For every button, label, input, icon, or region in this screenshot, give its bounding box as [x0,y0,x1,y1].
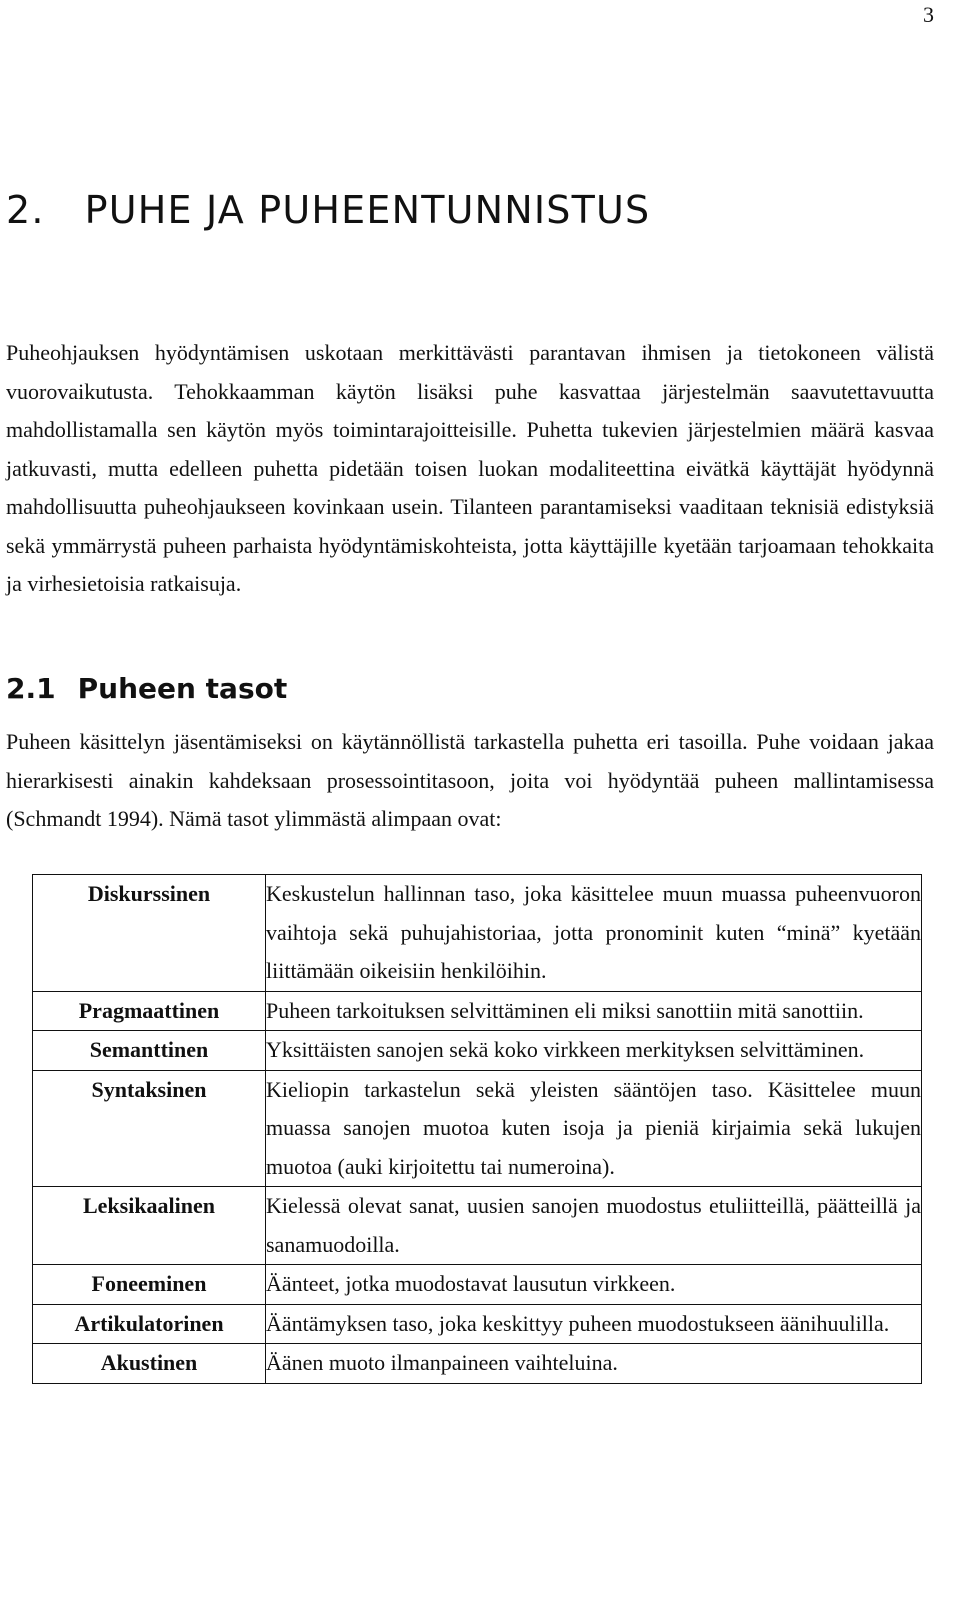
page-number: 3 [923,2,934,27]
level-description: Ääntämyksen taso, joka keskittyy puheen muodostukseen äänihuulilla. [266,1304,922,1344]
level-term: Pragmaattinen [33,991,266,1031]
speech-levels-table [32,874,922,1384]
level-description: Äänen muoto ilmanpaineen vaihteluina. [266,1344,922,1384]
level-term: Diskurssinen [33,875,266,992]
table-row [33,1031,922,1071]
section-paragraph: Puheen käsittelyn jäsentämiseksi on käytännöllistä tarkastella puhetta eri tasoilla. Puhe voidaan jakaa hierarkisesti ainakin kahdeksaan prosessointitasoon, joita voi hyödyntää puheen mallintamisessa (Schmandt 1994). Nämä tasot ylimmästä alimpaan ovat: [6,729,934,831]
level-description: Äänteet, jotka muodostavat lausutun virkkeen. [266,1265,922,1305]
chapter-title [6,188,650,232]
level-description: Keskustelun hallinnan taso, joka käsittelee muun muassa puheenvuoron vaihtoja sekä puhujahistoriaa, jotta pronominit kuten “minä” kyetään liittämään oikeisiin henkilöihin. [266,875,922,992]
section-title [6,672,287,705]
level-term: Syntaksinen [33,1070,266,1187]
chapter-number: 2. [6,188,45,232]
level-description: Yksittäisten sanojen sekä koko virkkeen merkityksen selvittäminen. [266,1031,922,1071]
level-description: Puheen tarkoituksen selvittäminen eli miksi sanottiin mitä sanottiin. [266,991,922,1031]
level-term: Leksikaalinen [33,1187,266,1265]
section-number: 2.1 [6,672,56,705]
table-row [33,1187,922,1265]
level-term: Akustinen [33,1344,266,1384]
table-row [33,875,922,992]
level-description: Kielessä olevat sanat, uusien sanojen muodostus etuliitteillä, päätteillä ja sanamuodoilla. [266,1187,922,1265]
table-row [33,1304,922,1344]
table-row [33,1265,922,1305]
level-term: Semanttinen [33,1031,266,1071]
section-title-text: Puheen tasot [77,672,288,705]
intro-paragraph: Puheohjauksen hyödyntämisen uskotaan merkittävästi parantavan ihmisen ja tietokoneen välistä vuorovaikutusta. Tehokkaamman käytön lisäksi puhe kasvattaa järjestelmän saavutettavuutta mahdollistamalla sen käytön myös toimintarajoitteisille. Puhetta tukevien järjestelmien määrä kasvaa jatkuvasti, mutta edelleen puhetta pidetään toisen luokan modaliteettina eivätkä käyttäjät hyödynnä mahdollisuutta puheohjaukseen kovinkaan usein. Tilanteen parantamiseksi vaaditaan teknisiä edistyksiä sekä ymmärrystä puheen parhaista hyödyntämiskohteista, jotta käyttäjille kyetään tarjoamaan tehokkaita ja virhesietoisia ratkaisuja. [6,340,934,596]
table-row [33,1344,922,1384]
level-term: Artikulatorinen [33,1304,266,1344]
table-row [33,1070,922,1187]
level-term: Foneeminen [33,1265,266,1305]
level-description: Kieliopin tarkastelun sekä yleisten sääntöjen taso. Käsittelee muun muassa sanojen muotoa kuten isoja ja pieniä kirjaimia sekä lukujen muotoa (auki kirjoitettu tai numeroina). [266,1070,922,1187]
chapter-title-text: PUHE JA PUHEENTUNNISTUS [84,188,651,232]
table-row [33,991,922,1031]
